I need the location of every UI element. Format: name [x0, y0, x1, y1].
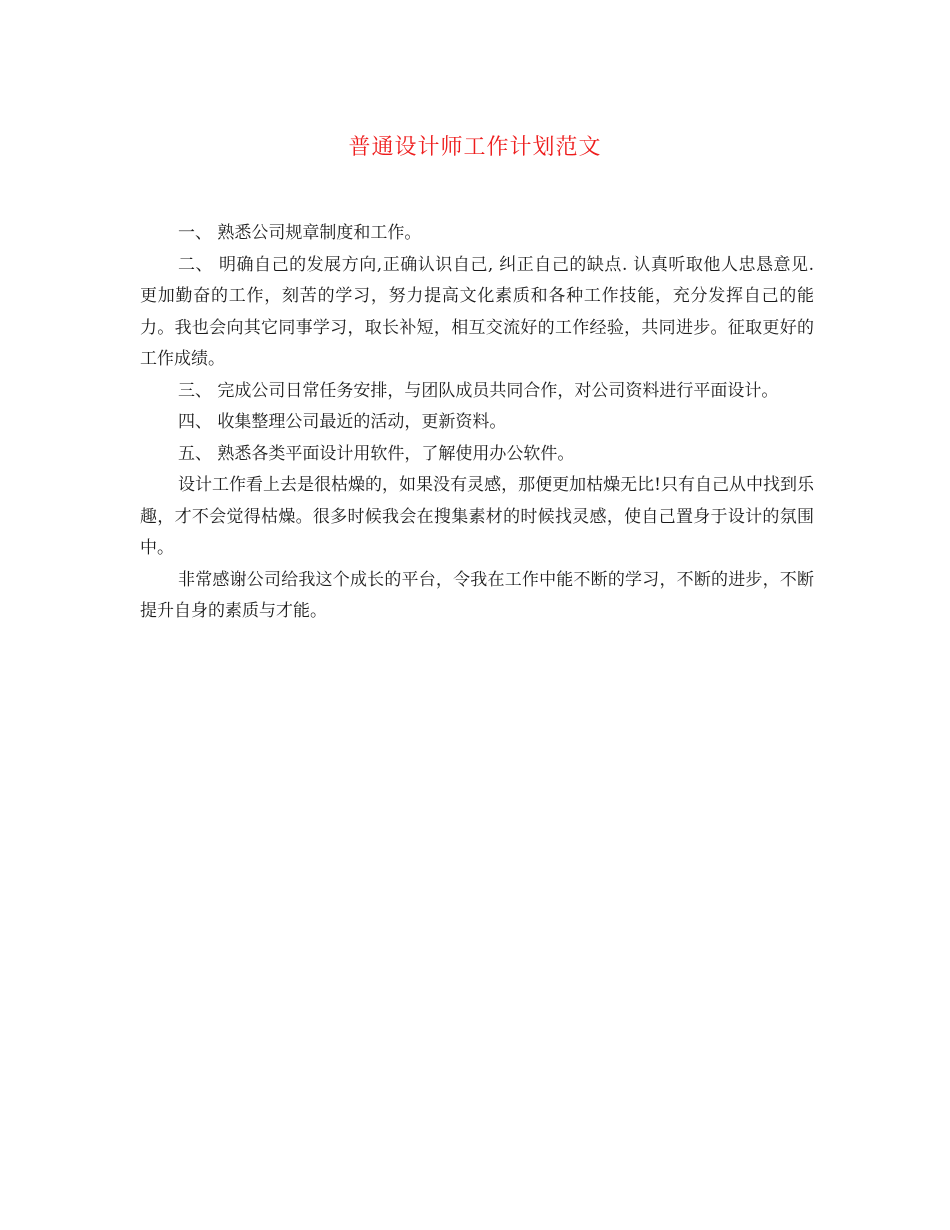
paragraph-6: 设计工作看上去是很枯燥的，如果没有灵感，那便更加枯燥无比!只有自己从中找到乐趣，才不会觉得枯燥。很多时候我会在搜集素材的时候找灵感，使自己置身于设计的氛围中。 — [140, 475, 814, 558]
paragraph-3: 三、 完成公司日常任务安排，与团队成员共同合作，对公司资料进行平面设计。 — [178, 380, 779, 401]
paragraph-1: 一、 熟悉公司规章制度和工作。 — [178, 223, 422, 243]
paragraph-7: 非常感谢公司给我这个成长的平台，令我在工作中能不断的学习，不断的进步，不断提升自身的素质与才能。 — [140, 569, 814, 621]
document-title: 普通设计师工作计划范文 — [348, 135, 602, 160]
document-body — [140, 218, 814, 628]
paragraph-5: 五、 熟悉各类平面设计用软件，了解使用办公软件。 — [178, 443, 575, 464]
paragraph-4: 四、 收集整理公司最近的活动，更新资料。 — [178, 412, 507, 432]
paragraph-2: 二、 明确自己的发展方向,正确认识自己, 纠正自己的缺点. 认真听取他人忠恳意见. 更加勤奋的工作，刻苦的学习，努力提高文化素质和各种工作技能，充分发挥自己的能力。我也会向其它同事学习，取长补短，相互交流好的工作经验，共同进步。征取更好的工作成绩。 — [140, 254, 814, 369]
